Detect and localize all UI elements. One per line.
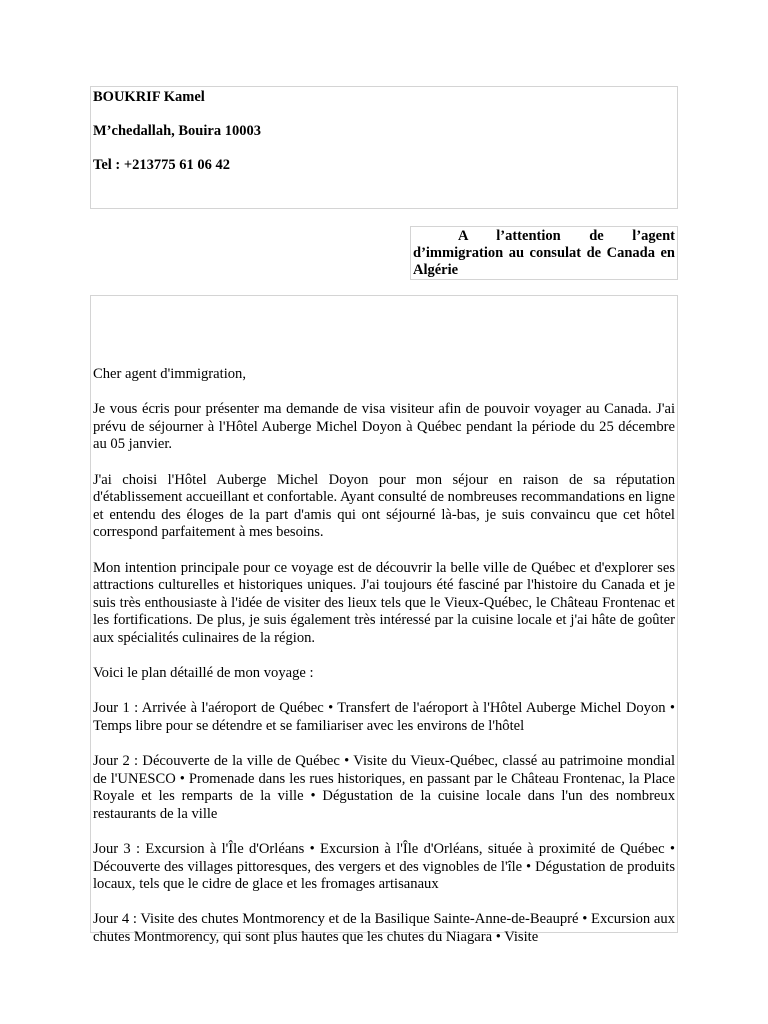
sender-name: BOUKRIF Kamel [93, 89, 205, 105]
sender-phone: Tel : +213775 61 06 42 [93, 157, 231, 173]
itinerary-day-1: Jour 1 : Arrivée à l'aéroport de Québec • Transfert de l'aéroport à l'Hôtel Auberge Michel Doyon • Temps libre pour se détendre et se familiariser avec les environs de l'hôtel [93, 700, 675, 734]
sender-block [90, 86, 678, 209]
letter-paragraph-purpose: Mon intention principale pour ce voyage est de découvrir la belle ville de Québec et d'explorer ses attractions culturelles et historiques uniques. J'ai toujours été fasciné par l'histoire du Canada et je suis très enthousiaste à l'idée de visiter des lieux tels que le Vieux-Québec, le Château Frontenac et les fortifications. De plus, je suis également très intéressé par la cuisine locale et j'ai hâte de goûter aux spécialités culinaires de la région. [93, 559, 675, 646]
letter-salutation: Cher agent d'immigration, [93, 366, 246, 382]
letter-paragraph-intro: Je vous écris pour présenter ma demande de visa visiteur afin de pouvoir voyager au Canada. J'ai prévu de séjourner à l'Hôtel Auberge Michel Doyon à Québec pendant la période du 25 décembre au 05 janvier. [93, 401, 675, 453]
itinerary-day-4: Jour 4 : Visite des chutes Montmorency et de la Basilique Sainte-Anne-de-Beaupré • Excursion aux chutes Montmorency, qui sont plus hautes que les chutes du Niagara • Visite [93, 911, 675, 945]
recipient-block [410, 226, 678, 280]
letter-body [90, 295, 678, 945]
letter-paragraph-hotel-choice: J'ai choisi l'Hôtel Auberge Michel Doyon pour mon séjour en raison de sa réputation d'établissement accueillant et confortable. Ayant consulté de nombreuses recommandations en ligne et entendu des éloges de la part d'amis qui ont séjourné là-bas, je suis convaincu que cet hôtel correspond parfaitement à mes besoins. [93, 471, 676, 541]
itinerary-day-3: Jour 3 : Excursion à l'Île d'Orléans • Excursion à l'Île d'Orléans, située à proximité de Québec • Découverte des villages pittoresques, des vergers et des vignobles de l'île • Dégustation de produits locaux, tels que le cidre de glace et les fromages artisanaux [93, 841, 675, 893]
itinerary-day-2: Jour 2 : Découverte de la ville de Québec • Visite du Vieux-Québec, classé au patrimoine mondial de l'UNESCO • Promenade dans les rues historiques, en passant par le Château Frontenac, la Place Royale et les remparts de la ville • Dégustation de la cuisine locale dans l'un des nombreux restaurants de la ville [93, 753, 675, 822]
sender-address: M’chedallah, Bouira 10003 [93, 123, 261, 139]
letter-paragraph-plan-intro: Voici le plan détaillé de mon voyage : [93, 665, 314, 682]
recipient-line: A l’attention de l’agent d’immigration au consulat de Canada en Algérie [413, 228, 675, 278]
